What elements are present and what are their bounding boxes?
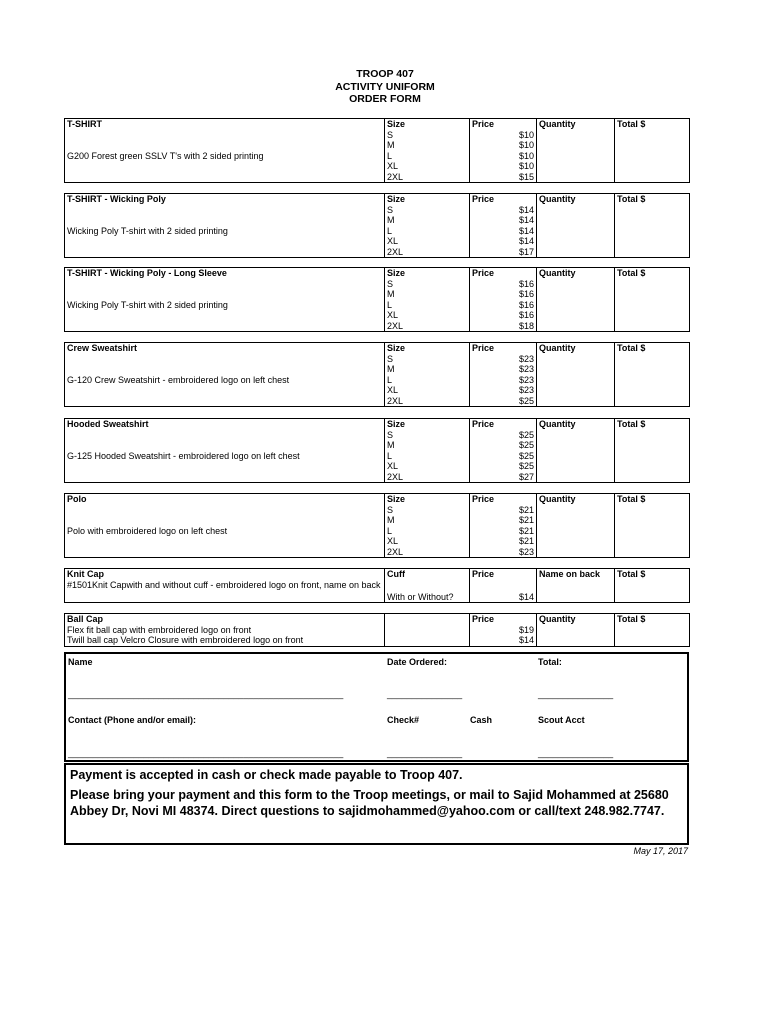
total-cell[interactable] xyxy=(615,151,690,162)
size-cell: M xyxy=(385,515,470,526)
size-cell: XL xyxy=(385,161,470,172)
total-header: Total $ xyxy=(615,419,690,430)
size-cell: L xyxy=(385,226,470,237)
order-info-box xyxy=(64,652,689,762)
price-header: Price xyxy=(470,194,537,205)
total-cell[interactable] xyxy=(615,385,690,396)
product-section xyxy=(64,418,690,483)
size-cell: L xyxy=(385,375,470,386)
table-row xyxy=(65,354,690,365)
product-section xyxy=(64,193,690,258)
total-line[interactable]: _______________ xyxy=(538,689,614,699)
total-header: Total $ xyxy=(615,343,690,354)
price-header: Price xyxy=(470,569,537,580)
date-ordered-line[interactable]: _______________ xyxy=(387,689,463,699)
price-cell: $21 xyxy=(470,536,537,547)
quantity-cell[interactable] xyxy=(537,526,615,537)
size-cell: 2XL xyxy=(385,321,470,332)
product-section xyxy=(64,493,690,558)
ball-cap-section xyxy=(64,613,690,647)
section-name: Polo xyxy=(65,494,385,505)
product-section xyxy=(64,267,690,332)
price-cell: $14 xyxy=(470,205,537,216)
cuff-cell[interactable]: With or Without? xyxy=(385,580,470,603)
contact-label: Contact (Phone and/or email): xyxy=(68,715,197,725)
size-header: Size xyxy=(385,194,470,205)
price-cell: $23 xyxy=(470,364,537,375)
size-cell: M xyxy=(385,215,470,226)
price-cell: $18 xyxy=(470,321,537,332)
total-cell[interactable] xyxy=(615,354,690,365)
total-cell[interactable] xyxy=(615,172,690,183)
quantity-cell[interactable] xyxy=(537,140,615,151)
quantity-cell[interactable] xyxy=(537,635,615,646)
quantity-cell[interactable] xyxy=(537,236,615,247)
total-cell[interactable] xyxy=(615,279,690,290)
price-cell: $10 xyxy=(470,130,537,141)
title-line-3: ORDER FORM xyxy=(349,93,421,105)
quantity-header: Quantity xyxy=(537,194,615,205)
total-cell[interactable] xyxy=(615,215,690,226)
price-cell: $21 xyxy=(470,505,537,516)
total-cell[interactable] xyxy=(615,140,690,151)
size-cell: XL xyxy=(385,461,470,472)
size-header: Size xyxy=(385,494,470,505)
size-cell: M xyxy=(385,440,470,451)
knit-cap-section xyxy=(64,568,690,603)
total-cell[interactable] xyxy=(615,364,690,375)
quantity-cell[interactable] xyxy=(537,354,615,365)
size-cell: 2XL xyxy=(385,396,470,407)
price-cell: $10 xyxy=(470,151,537,162)
size-cell: S xyxy=(385,205,470,216)
size-cell: 2XL xyxy=(385,247,470,258)
price-header: Price xyxy=(470,119,537,130)
product-section xyxy=(64,118,690,183)
price-cell: $14 xyxy=(470,580,537,603)
size-cell: M xyxy=(385,364,470,375)
price-cell: $23 xyxy=(470,375,537,386)
price-cell: $16 xyxy=(470,300,537,311)
name-line[interactable]: _______________________________________________________ xyxy=(68,689,344,699)
section-name: T-SHIRT xyxy=(65,119,385,130)
size-cell: L xyxy=(385,526,470,537)
size-cell: L xyxy=(385,451,470,462)
quantity-cell[interactable] xyxy=(537,461,615,472)
total-header: Total $ xyxy=(615,494,690,505)
price-header: Price xyxy=(470,494,537,505)
size-header: Size xyxy=(385,343,470,354)
quantity-cell[interactable] xyxy=(537,364,615,375)
quantity-cell[interactable] xyxy=(537,300,615,311)
price-header: Price xyxy=(470,614,537,625)
quantity-cell[interactable] xyxy=(537,375,615,386)
cuff-header: Cuff xyxy=(385,569,470,580)
total-cell[interactable] xyxy=(615,451,690,462)
quantity-cell[interactable] xyxy=(537,430,615,441)
title-line-1: TROOP 407 xyxy=(356,68,414,80)
total-cell[interactable] xyxy=(615,300,690,311)
total-cell[interactable] xyxy=(615,526,690,537)
section-name: Knit Cap xyxy=(65,569,385,580)
quantity-cell[interactable] xyxy=(537,321,615,332)
quantity-cell[interactable] xyxy=(537,289,615,300)
price-cell: $17 xyxy=(470,247,537,258)
price-header: Price xyxy=(470,419,537,430)
size-cell: XL xyxy=(385,310,470,321)
total-header: Total $ xyxy=(615,569,690,580)
scout-acct-label: Scout Acct xyxy=(538,715,585,725)
quantity-cell[interactable] xyxy=(537,385,615,396)
quantity-cell[interactable] xyxy=(537,172,615,183)
payment-instructions xyxy=(64,763,689,845)
price-cell: $21 xyxy=(470,515,537,526)
size-cell: XL xyxy=(385,385,470,396)
price-cell: $16 xyxy=(470,310,537,321)
price-cell: $16 xyxy=(470,279,537,290)
price-cell: $19 xyxy=(470,625,537,636)
product-section xyxy=(64,342,690,407)
price-header: Price xyxy=(470,268,537,279)
section-name: Ball Cap xyxy=(65,614,385,625)
quantity-cell[interactable] xyxy=(537,215,615,226)
table-row xyxy=(65,505,690,516)
quantity-cell[interactable] xyxy=(537,536,615,547)
price-cell: $25 xyxy=(470,430,537,441)
section-name: Crew Sweatshirt xyxy=(65,343,385,354)
total-cell[interactable] xyxy=(615,547,690,558)
quantity-cell[interactable] xyxy=(537,451,615,462)
size-cell: 2XL xyxy=(385,472,470,483)
total-cell[interactable] xyxy=(615,625,690,636)
form-title xyxy=(0,68,770,106)
total-cell[interactable] xyxy=(615,580,690,603)
price-cell: $25 xyxy=(470,461,537,472)
total-cell[interactable] xyxy=(615,289,690,300)
total-cell[interactable] xyxy=(615,635,690,646)
total-cell[interactable] xyxy=(615,396,690,407)
title-line-2: ACTIVITY UNIFORM xyxy=(335,80,435,93)
section-description: Polo with embroidered logo on left chest xyxy=(65,505,385,558)
quantity-cell[interactable] xyxy=(537,472,615,483)
table-row xyxy=(65,430,690,441)
size-header: Size xyxy=(385,119,470,130)
total-cell[interactable] xyxy=(615,310,690,321)
size-cell: M xyxy=(385,140,470,151)
size-cell: S xyxy=(385,505,470,516)
date-ordered-label: Date Ordered: xyxy=(387,657,448,667)
quantity-cell[interactable] xyxy=(537,205,615,216)
price-cell: $10 xyxy=(470,161,537,172)
quantity-cell[interactable] xyxy=(537,625,615,636)
total-header: Total $ xyxy=(615,194,690,205)
section-description: G200 Forest green SSLV T's with 2 sided printing xyxy=(65,130,385,183)
size-cell: S xyxy=(385,279,470,290)
total-header: Total $ xyxy=(615,268,690,279)
quantity-cell[interactable] xyxy=(537,515,615,526)
section-description: G-120 Crew Sweatshirt - embroidered logo on left chest xyxy=(65,354,385,407)
quantity-cell[interactable] xyxy=(537,505,615,516)
quantity-header: Quantity xyxy=(537,419,615,430)
size-cell: 2XL xyxy=(385,547,470,558)
quantity-cell[interactable] xyxy=(537,161,615,172)
total-cell[interactable] xyxy=(615,472,690,483)
size-cell: XL xyxy=(385,236,470,247)
total-header: Total $ xyxy=(615,119,690,130)
total-cell[interactable] xyxy=(615,430,690,441)
size-cell: L xyxy=(385,151,470,162)
contact-line[interactable]: _______________________________________________________ xyxy=(68,748,344,758)
price-cell: $25 xyxy=(470,396,537,407)
quantity-cell[interactable] xyxy=(537,151,615,162)
check-label: Check# xyxy=(387,715,420,725)
size-header: Size xyxy=(385,419,470,430)
size-header: Size xyxy=(385,268,470,279)
item-description: Flex fit ball cap with embroidered logo on front xyxy=(65,625,385,636)
quantity-cell[interactable] xyxy=(537,310,615,321)
name-on-back-header: Name on back xyxy=(537,569,615,580)
quantity-cell[interactable] xyxy=(537,247,615,258)
name-on-back-cell[interactable] xyxy=(537,580,615,603)
section-description: #1501Knit Capwith and without cuff - embroidered logo on front, name on back xyxy=(65,580,385,603)
price-cell: $25 xyxy=(470,451,537,462)
price-cell: $23 xyxy=(470,354,537,365)
price-cell: $25 xyxy=(470,440,537,451)
section-description: Wicking Poly T-shirt with 2 sided printing xyxy=(65,205,385,258)
quantity-cell[interactable] xyxy=(537,279,615,290)
total-cell[interactable] xyxy=(615,130,690,141)
price-cell: $10 xyxy=(470,140,537,151)
total-cell[interactable] xyxy=(615,375,690,386)
total-cell[interactable] xyxy=(615,505,690,516)
quantity-cell[interactable] xyxy=(537,396,615,407)
size-cell: S xyxy=(385,354,470,365)
price-cell: $14 xyxy=(470,226,537,237)
size-cell: S xyxy=(385,430,470,441)
item-description: Twill ball cap Velcro Closure with embroidered logo on front xyxy=(65,635,385,646)
name-label: Name xyxy=(68,657,93,667)
price-cell: $21 xyxy=(470,526,537,537)
price-cell: $27 xyxy=(470,472,537,483)
size-cell: 2XL xyxy=(385,172,470,183)
total-cell[interactable] xyxy=(615,536,690,547)
quantity-header: Quantity xyxy=(537,614,615,625)
quantity-cell[interactable] xyxy=(537,547,615,558)
scout-acct-line[interactable]: _______________ xyxy=(538,748,614,758)
section-name: Hooded Sweatshirt xyxy=(65,419,385,430)
size-cell: S xyxy=(385,130,470,141)
price-cell: $14 xyxy=(470,635,537,646)
table-row xyxy=(65,130,690,141)
quantity-header: Quantity xyxy=(537,119,615,130)
total-cell[interactable] xyxy=(615,236,690,247)
total-cell[interactable] xyxy=(615,161,690,172)
form-date: May 17, 2017 xyxy=(633,846,688,856)
total-cell[interactable] xyxy=(615,515,690,526)
quantity-cell[interactable] xyxy=(537,226,615,237)
section-description: Wicking Poly T-shirt with 2 sided printing xyxy=(65,279,385,332)
quantity-header: Quantity xyxy=(537,343,615,354)
table-row xyxy=(65,279,690,290)
size-cell: M xyxy=(385,289,470,300)
total-cell[interactable] xyxy=(615,226,690,237)
section-description: G-125 Hooded Sweatshirt - embroidered logo on left chest xyxy=(65,430,385,483)
section-name: T-SHIRT - Wicking Poly xyxy=(65,194,385,205)
quantity-header: Quantity xyxy=(537,268,615,279)
total-cell[interactable] xyxy=(615,205,690,216)
price-header: Price xyxy=(470,343,537,354)
size-cell: L xyxy=(385,300,470,311)
size-cell: XL xyxy=(385,536,470,547)
price-cell: $16 xyxy=(470,289,537,300)
price-cell: $15 xyxy=(470,172,537,183)
table-row xyxy=(65,205,690,216)
quantity-header: Quantity xyxy=(537,494,615,505)
total-cell[interactable] xyxy=(615,461,690,472)
total-cell[interactable] xyxy=(615,321,690,332)
price-cell: $23 xyxy=(470,547,537,558)
price-cell: $23 xyxy=(470,385,537,396)
total-cell[interactable] xyxy=(615,247,690,258)
total-label: Total: xyxy=(538,657,562,667)
quantity-cell[interactable] xyxy=(537,440,615,451)
payment-line-1: Payment is accepted in cash or check made payable to Troop 407. xyxy=(70,768,463,782)
quantity-cell[interactable] xyxy=(537,130,615,141)
check-line[interactable]: _______________ xyxy=(387,748,463,758)
total-header: Total $ xyxy=(615,614,690,625)
section-name: T-SHIRT - Wicking Poly - Long Sleeve xyxy=(65,268,385,279)
price-cell: $14 xyxy=(470,236,537,247)
price-cell: $14 xyxy=(470,215,537,226)
payment-line-2: Please bring your payment and this form to the Troop meetings, or mail to Sajid Mohammed at 25680 Abbey Dr, Novi MI 48374. Direct questions to sajidmohammed@yahoo.com or call/text 248.982.7747. xyxy=(70,788,669,818)
cash-label: Cash xyxy=(470,715,493,725)
total-cell[interactable] xyxy=(615,440,690,451)
